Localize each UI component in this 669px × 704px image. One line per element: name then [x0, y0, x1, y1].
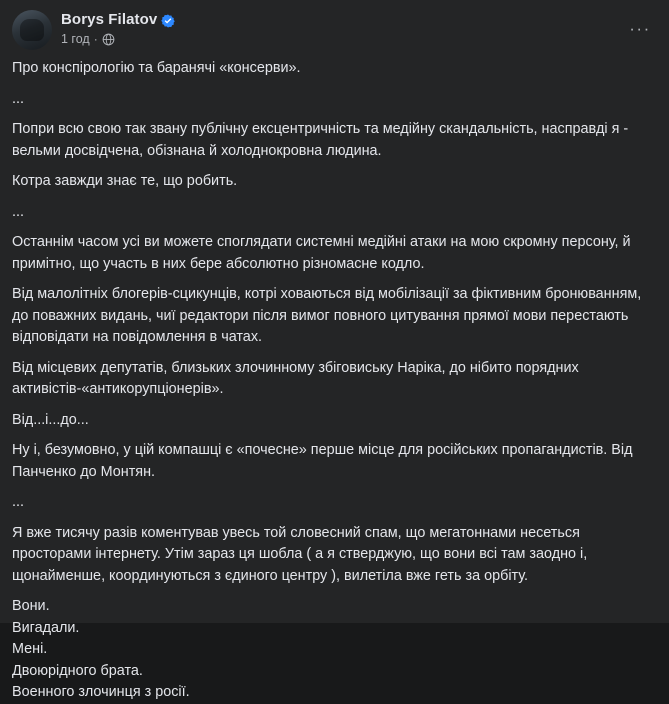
post-paragraph: Котра завжди знає те, що робить. — [12, 173, 238, 189]
post-content — [0, 54, 669, 704]
post-paragraph: Ну і, безумовно, у цій компашці є «почесне» перше місце для російських пропагандистів. Від Панченко до Монтян. — [12, 442, 637, 480]
post-author-block — [61, 10, 175, 47]
post-paragraph: ... — [12, 203, 24, 220]
post-paragraph: ... — [12, 90, 24, 107]
post-paragraph: Від малолітніх блогерів-сцикунців, котрі ховаються від мобілізації за фіктивним бронюванням, до поважних видань, чиї редактори після вимог повного цитування прямої мови перестають відповідати на повідомлення в чатах. — [12, 286, 646, 345]
author-name[interactable]: Borys Filatov — [61, 11, 158, 28]
post-paragraph: Я вже тисячу разів коментував увесь той словесний спам, що мегатоннами несеться просторами інтернету. Утім зараз ця шобла ( а я стверджую, що вони всі там заодно і, щонайменше, координуються з єдиного центру ), вилетіла вже геть за орбіту. — [12, 524, 592, 584]
post-paragraph: Останнім часом усі ви можете споглядати системні медійні атаки на мою скромну персону, й примітно, що участь в них бере абсолютно різномасне кодло. — [12, 234, 635, 272]
post-header — [0, 0, 669, 54]
post-list-line: Вони. — [12, 598, 50, 614]
post-paragraph: Про конспірологію та баранячі «консерви». — [12, 60, 301, 76]
post-list-line: Военного злочинця з росії. — [12, 684, 190, 700]
post-paragraph: Попри всю свою так звану публічну ексцентричність та медійну скандальність, насправді я - вельми досвідчена, обізнана й холоднокровна людина. — [12, 121, 633, 159]
post-paragraph: Від...і...до... — [12, 411, 89, 428]
post-options-menu-icon[interactable]: ··· — [629, 19, 651, 38]
post-list-line: Двоюрідного брата. — [12, 662, 143, 679]
paragraph-spacer — [12, 587, 657, 596]
post-paragraph: ... — [12, 494, 24, 510]
post-timestamp[interactable]: 1 год — [61, 32, 90, 46]
avatar[interactable] — [12, 10, 52, 50]
meta-separator: · — [93, 32, 98, 46]
author-name-row — [61, 11, 175, 29]
post-paragraph: Від місцевих депутатів, близьких злочинному збіговиську Наріка, до нібито порядних активістів-«антикорупціонерів». — [12, 359, 583, 397]
post-list-line: Вигадали. — [12, 619, 80, 636]
verified-badge-icon — [161, 14, 175, 28]
globe-icon[interactable] — [102, 33, 115, 46]
post-list-line: Мені. — [12, 641, 48, 657]
post-meta-row — [61, 32, 175, 47]
